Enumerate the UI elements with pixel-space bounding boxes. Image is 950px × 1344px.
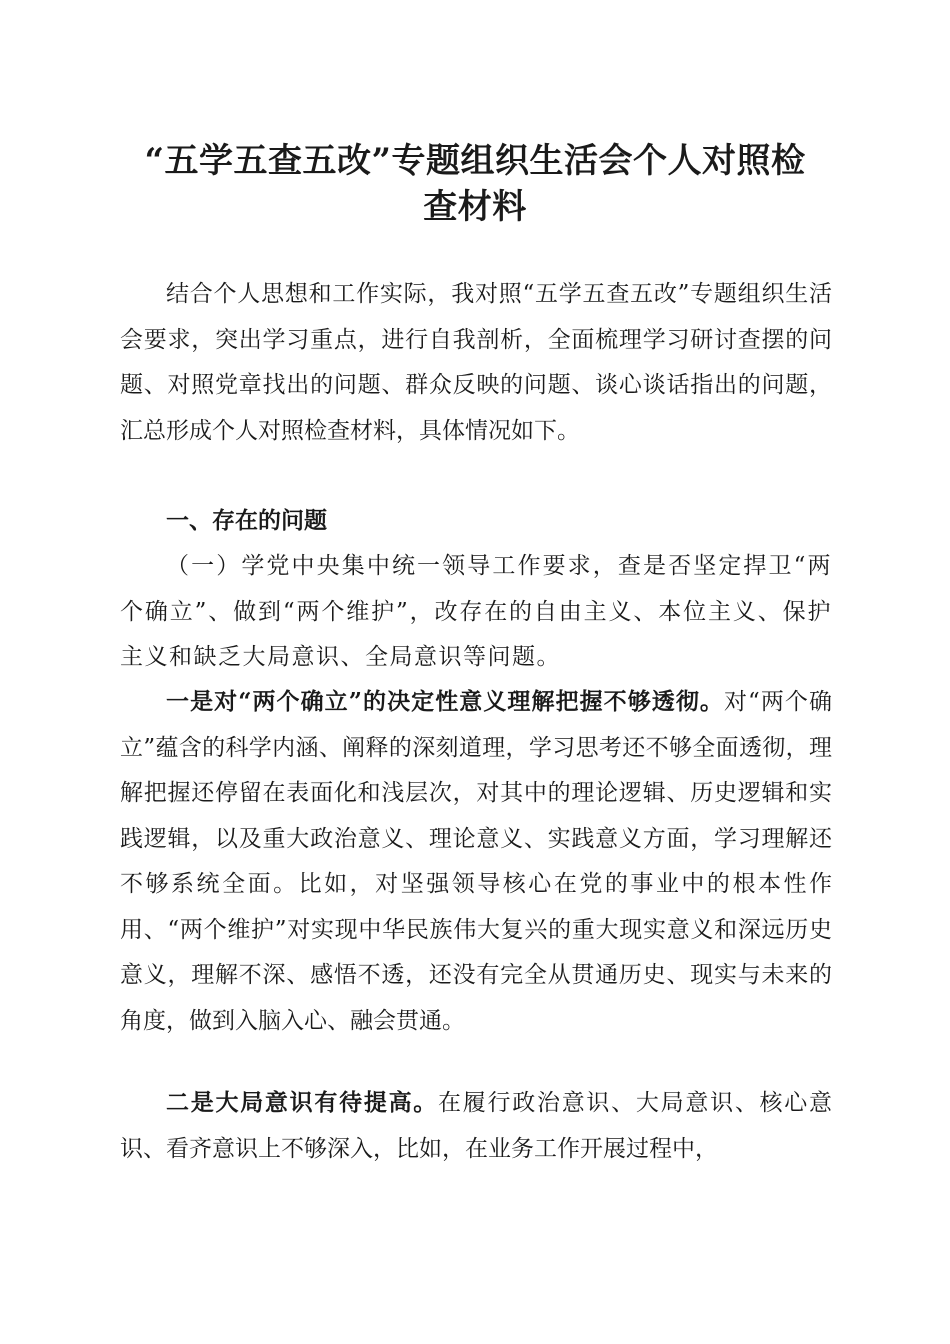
point-2-paragraph (120, 1080, 832, 1172)
point-1-body: 对“两个确立”蕴含的科学内涵、阐释的深刻道理，学习思考还不够全面透彻，理解把握还停留在表面化和浅层次，对其中的理论逻辑、历史逻辑和实践逻辑，以及重大政治意义、理论意义、实践意义方面，学习理解还不够系统全面。比如，对坚强领导核心在党的事业中的根本性作用、“两个维护”对实现中华民族伟大复兴的重大现实意义和深远历史意义，理解不深、感悟不透，还没有完全从贯通历史、现实与未来的角度，做到入脑入心、融会贯通。 (120, 689, 832, 1034)
point-1-lead: 一是对“两个确立”的决定性意义理解把握不够透彻。 (166, 688, 724, 715)
document-title-line1: “五学五查五改”专题组织生活会个人对照检 (144, 141, 806, 181)
section-heading-problems: 一、存在的问题 (166, 508, 327, 534)
intro-paragraph: 结合个人思想和工作实际，我对照“五学五查五改”专题组织生活会要求，突出学习重点，进行自我剖析，全面梳理学习研讨查摆的问题、对照党章找出的问题、群众反映的问题、谈心谈话指出的问题，汇总形成个人对照检查材料，具体情况如下。 (120, 281, 832, 444)
subsection-1-paragraph: （一）学党中央集中统一领导工作要求，查是否坚定捍卫“两个确立”、做到“两个维护”，改存在的自由主义、本位主义、保护主义和缺乏大局意识、全局意识等问题。 (120, 553, 832, 670)
document-title-line2: 查材料 (423, 187, 527, 227)
point-2-lead: 二是大局意识有待提高。 (166, 1089, 439, 1116)
point-1-paragraph (120, 679, 832, 1044)
point-2-body: 在履行政治意识、大局意识、核心意识、看齐意识上不够深入，比如，在业务工作开展过程中， (120, 1090, 833, 1162)
